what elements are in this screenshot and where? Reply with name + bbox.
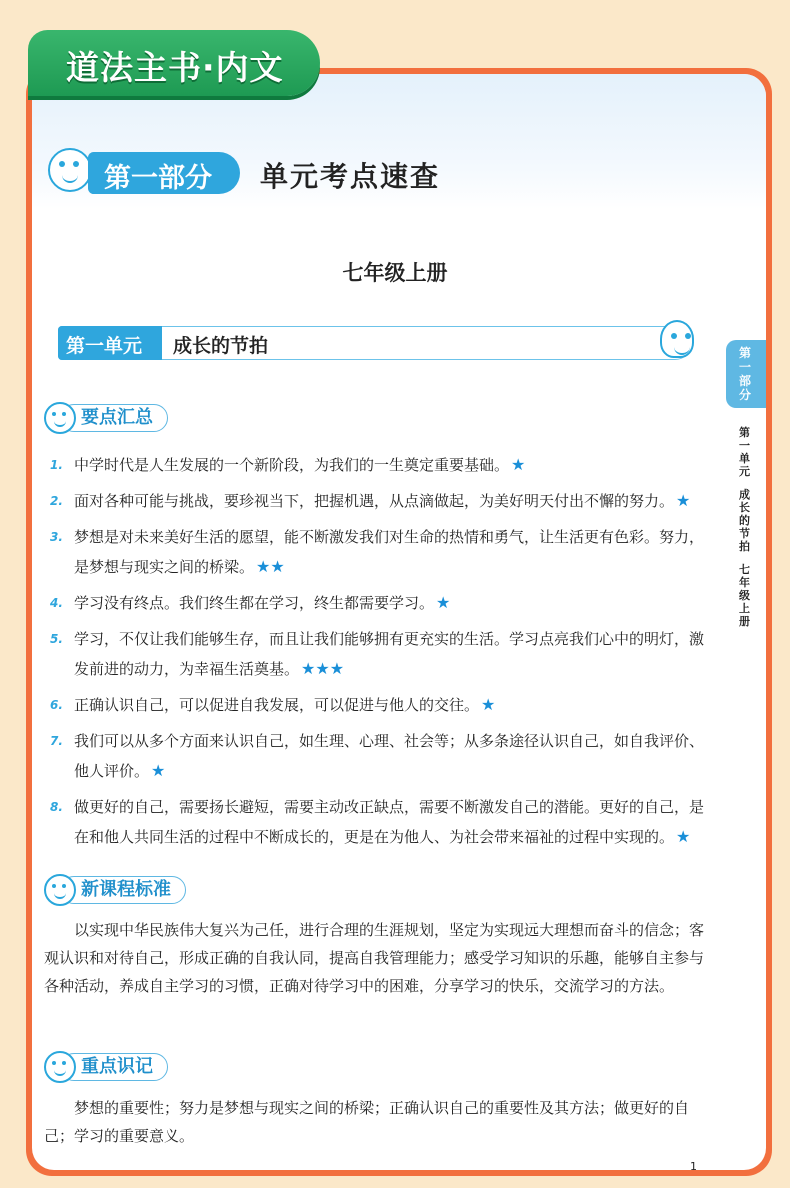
unit-tag <box>58 326 162 360</box>
curriculum-text: 以实现中华民族伟大复兴为己任，进行合理的生涯规划，坚定为实现远大理想而奋斗的信念；客观认识和对待自己，形成正确的自我认同，提高自我管理能力；感受学习知识的乐趣，能够自主参与各种活动，养成自主学习的习惯，正确对待学习中的困难，分享学习的快乐，交流学习的方法。 <box>44 921 705 995</box>
list-item: 2. 面对各种可能与挑战，要珍视当下，把握机遇，从点滴做起，为美好明天付出不懈的努力。 ★ <box>50 491 691 510</box>
grade-title: 七年级上册 <box>342 261 448 285</box>
mascot-icon <box>660 320 694 358</box>
side-running-title <box>739 426 753 628</box>
part-title: 单元考点速查 <box>260 160 441 193</box>
unit-label: 第一单元 <box>66 335 143 357</box>
brand-title: 道法主书·内文 <box>66 48 284 87</box>
section-memorize <box>44 1050 194 1084</box>
key-points-list <box>48 450 714 858</box>
unit-title: 成长的节拍 <box>173 335 269 357</box>
star-rating: ★ <box>436 593 451 612</box>
unit-bar <box>58 326 692 360</box>
list-item: 6. 正确认识自己，可以促进自我发展，可以促进与他人的交往。 ★ <box>50 695 496 714</box>
section-key-points <box>44 401 194 435</box>
part-badge <box>88 152 240 194</box>
part-label: 第一部分 <box>104 163 212 194</box>
side-tab-label: 第一部分 <box>739 346 752 402</box>
memorize-text: 梦想的重要性；努力是梦想与现实之间的桥梁；正确认识自己的重要性及其方法；做更好的自己；学习的重要意义。 <box>44 1099 690 1145</box>
part-header <box>48 148 548 198</box>
star-rating: ★ <box>676 491 691 510</box>
list-item: 8. 做更好的自己，需要扬长避短，需要主动改正缺点，需要不断激发自己的潜能。更好的自己，是在和他人共同生活的过程中不断成长的，更是在为他人、为社会带来福祉的过程中实现的。 ★ <box>50 798 705 846</box>
mascot-icon <box>44 1051 76 1083</box>
side-unit: 第一单元 <box>739 426 750 478</box>
side-title: 成长的节拍 <box>739 488 750 553</box>
mascot-icon <box>44 874 76 906</box>
section-title: 新课程标准 <box>60 876 186 904</box>
star-rating: ★ <box>151 761 166 780</box>
brand-tab <box>28 30 320 96</box>
star-rating: ★ <box>481 695 496 714</box>
list-item: 1. 中学时代是人生发展的一个新阶段，为我们的一生奠定重要基础。 ★ <box>50 455 526 474</box>
list-item: 3. 梦想是对未来美好生活的愿望，能不断激发我们对生命的热情和勇气，让生活更有色彩。努力，是梦想与现实之间的桥梁。 ★★ <box>50 528 705 576</box>
mascot-icon <box>48 148 92 192</box>
list-item: 5. 学习，不仅让我们能够生存，而且让我们能够拥有更充实的生活。学习点亮我们心中的明灯，激发前进的动力，为幸福生活奠基。 ★★★ <box>50 630 705 678</box>
star-rating: ★★★ <box>301 659 345 678</box>
star-rating: ★ <box>511 455 526 474</box>
star-rating: ★★ <box>256 557 285 576</box>
mascot-icon <box>44 402 76 434</box>
page-number: 1 <box>690 1160 697 1173</box>
section-title: 重点识记 <box>60 1053 168 1081</box>
star-rating: ★ <box>676 827 691 846</box>
section-title: 要点汇总 <box>60 404 168 432</box>
section-curriculum <box>44 873 194 907</box>
list-item: 7. 我们可以从多个方面来认识自己，如生理、心理、社会等；从多条途径认识自己，如自我评价、他人评价。 ★ <box>50 732 705 780</box>
side-part-tab <box>726 340 766 408</box>
list-item: 4. 学习没有终点。我们终生都在学习，终生都需要学习。 ★ <box>50 593 451 612</box>
side-grade: 七年级上册 <box>739 563 750 628</box>
